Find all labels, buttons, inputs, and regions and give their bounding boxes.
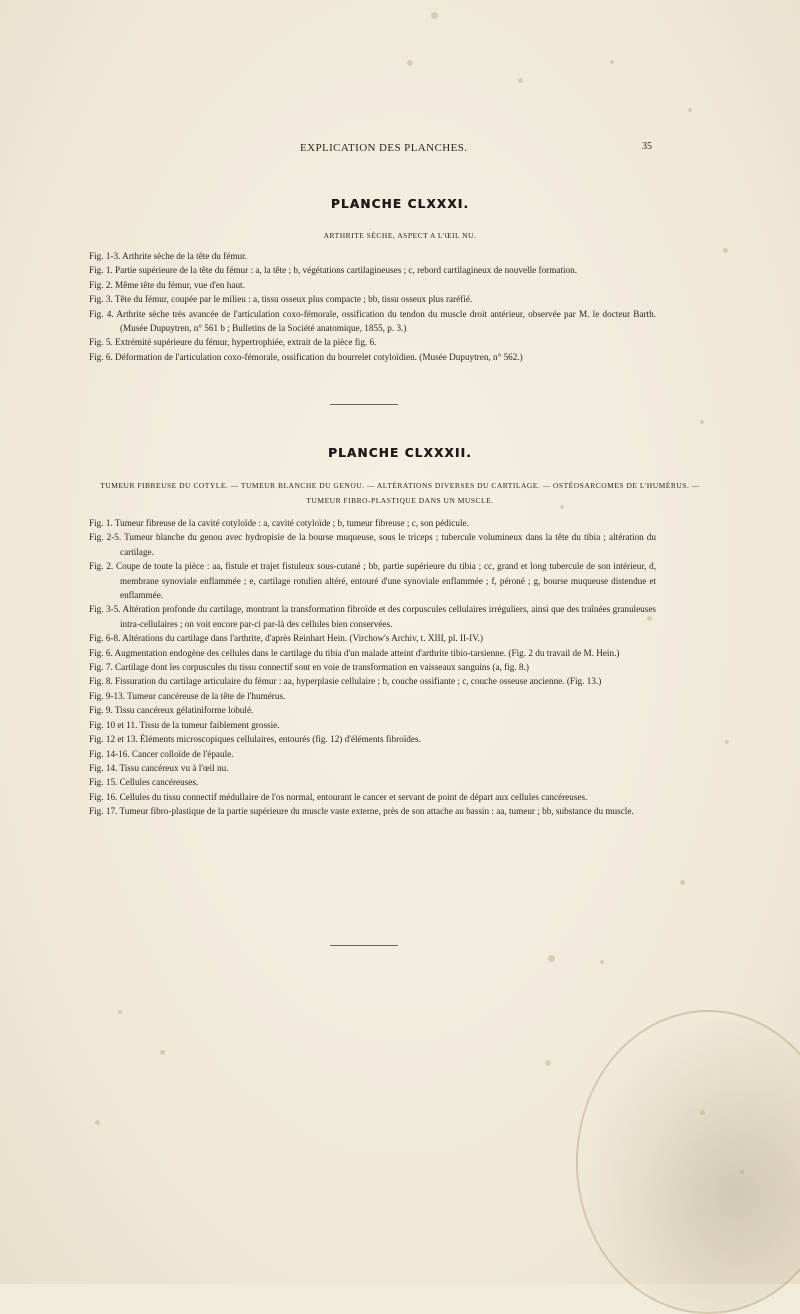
figure-entry: Fig. 17. Tumeur fibro-plastique de la partie supérieure du muscle vaste externe, près de son attache au bassin : aa, tumeur ; bb, substance du muscle. (89, 806, 634, 817)
figure-entry: Fig. 9. Tissu cancéreux gélatiniforme lobulé. (89, 705, 254, 716)
page-number: 35 (642, 141, 652, 152)
plate-title-clxxxi: PLANCHE CLXXXI. (330, 197, 470, 211)
figure-entry: Fig. 3-5. Altération profonde du cartilage, montrant la transformation fibroïde et des corpuscules cellulaires irréguliers, ainsi que des traînées granuleuses intra-cellulaires ; on voit encore par-ci par-là des cellules bien conservées. (89, 604, 656, 629)
figure-entry: Fig. 2. Même tête du fémur, vue d'en haut. (89, 279, 245, 290)
figure-entry: Fig. 14. Tissu cancéreux vu à l'œil nu. (89, 762, 229, 773)
figure-entry: Fig. 7. Cartilage dont les corpuscules du tissu connectif sont en voie de transformation en vaisseaux sanguins (a, fig. 8.) (89, 662, 529, 673)
plate-subtitle-line: TUMEUR FIBREUSE DU COTYLE. — TUMEUR BLANCHE DU GENOU. — ALTÉRATIONS DIVERSES DU CARTILAGE. — OSTÉOSARCOMES DE L'HUMÉRUS. — (100, 481, 700, 490)
figure-entry: Fig. 10 et 11. Tissu de la tumeur faiblement grossie. (89, 719, 280, 730)
figure-entry: Fig. 1. Partie supérieure de la tête du fémur : a, la tête ; b, végétations cartilagineuses ; c, rebord cartilagineux de nouvelle formation. (89, 265, 578, 276)
plate-subtitle-clxxxii (60, 478, 740, 508)
figure-entry: Fig. 14-16. Cancer colloïde de l'épaule. (89, 748, 234, 759)
figure-entry: Fig. 6. Déformation de l'articulation coxo-fémorale, ossification du bourrelet cotyloïdien. (Musée Dupuytren, n° 562.) (89, 351, 523, 362)
figure-entry: Fig. 2. Coupe de toute la pièce : aa, fistule et trajet fistuleux sous-cutané ; bb, partie supérieure du tibia ; cc, grand et long tubercule de son intérieur, d, membrane synoviale enflammée ; e, cartilage rotulien altéré, entouré d'une synoviale enflammée ; f, péroné ; g, bourse muqueuse distendue et enflammée. (89, 561, 656, 601)
figure-entry: Fig. 3. Tête du fémur, coupée par le milieu : a, tissu osseux plus compacte ; bb, tissu osseux plus raréfié. (89, 294, 473, 305)
plate-subtitle-line: TUMEUR FIBRO-PLASTIQUE DANS UN MUSCLE. (306, 496, 494, 505)
figure-entry: Fig. 5. Extrémité supérieure du fémur, hypertrophiée, extrait de la pièce fig. 6. (89, 337, 377, 348)
figure-entry: Fig. 9-13. Tumeur cancéreuse de la tête de l'humérus. (89, 690, 286, 701)
plate-subtitle-clxxxi: ARTHRITE SÈCHE, ASPECT A L'ŒIL NU. (323, 231, 477, 240)
figure-entry: Fig. 15. Cellules cancéreuses. (89, 777, 199, 788)
section-divider (330, 404, 398, 405)
figure-list-clxxxii (89, 516, 656, 819)
figure-entry: Fig. 1. Tumeur fibreuse de la cavité cotyloïde : a, cavité cotyloïde ; b, tumeur fibreuse ; c, son pédicule. (89, 518, 469, 528)
figure-entry: Fig. 2-5. Tumeur blanche du genou avec hydropisie de la bourse muqueuse, sous le triceps ; tubercule volumineux dans la tête du tibia ; altération du cartilage. (89, 532, 656, 557)
running-head: EXPLICATION DES PLANCHES. (300, 142, 468, 154)
figure-entry: Fig. 12 et 13. Éléments microscopiques cellulaires, entourés (fig. 12) d'éléments fibroïdes. (89, 734, 421, 745)
section-divider (330, 945, 398, 946)
figure-entry: Fig. 8. Fissuration du cartilage articulaire du fémur : aa, hyperplasie cellulaire ; b, couche ossifiante ; c, couche osseuse ancienne. (Fig. 13.) (89, 676, 602, 687)
figure-entry: Fig. 6-8. Altérations du cartilage dans l'arthrite, d'après Reinhart Hein. (Virchow's Archiv, t. XIII, pl. II-IV.) (89, 633, 484, 644)
plate-title-clxxxii: PLANCHE CLXXXII. (328, 446, 472, 460)
figure-list-clxxxi (89, 249, 656, 364)
figure-entry: Fig. 16. Cellules du tissu connectif médullaire de l'os normal, entourant le cancer et servant de point de départ aux cellules cancéreuses. (89, 791, 588, 802)
figure-entry: Fig. 1-3. Arthrite sèche de la tête du fémur. (89, 251, 247, 261)
figure-entry: Fig. 6. Augmentation endogène des cellules dans le cartilage du tibia d'un malade atteint d'arthrite tibio-tarsienne. (Fig. 2 du travail de M. Hein.) (89, 647, 620, 658)
figure-entry: Fig. 4. Arthrite sèche très avancée de l'articulation coxo-fémorale, ossification du tendon du muscle droit antérieur, observée par M. le docteur Barth. (Musée Dupuytren, n° 561 b ; Bulletins de la Société anatomique, 1855, p. 3.) (89, 308, 656, 334)
